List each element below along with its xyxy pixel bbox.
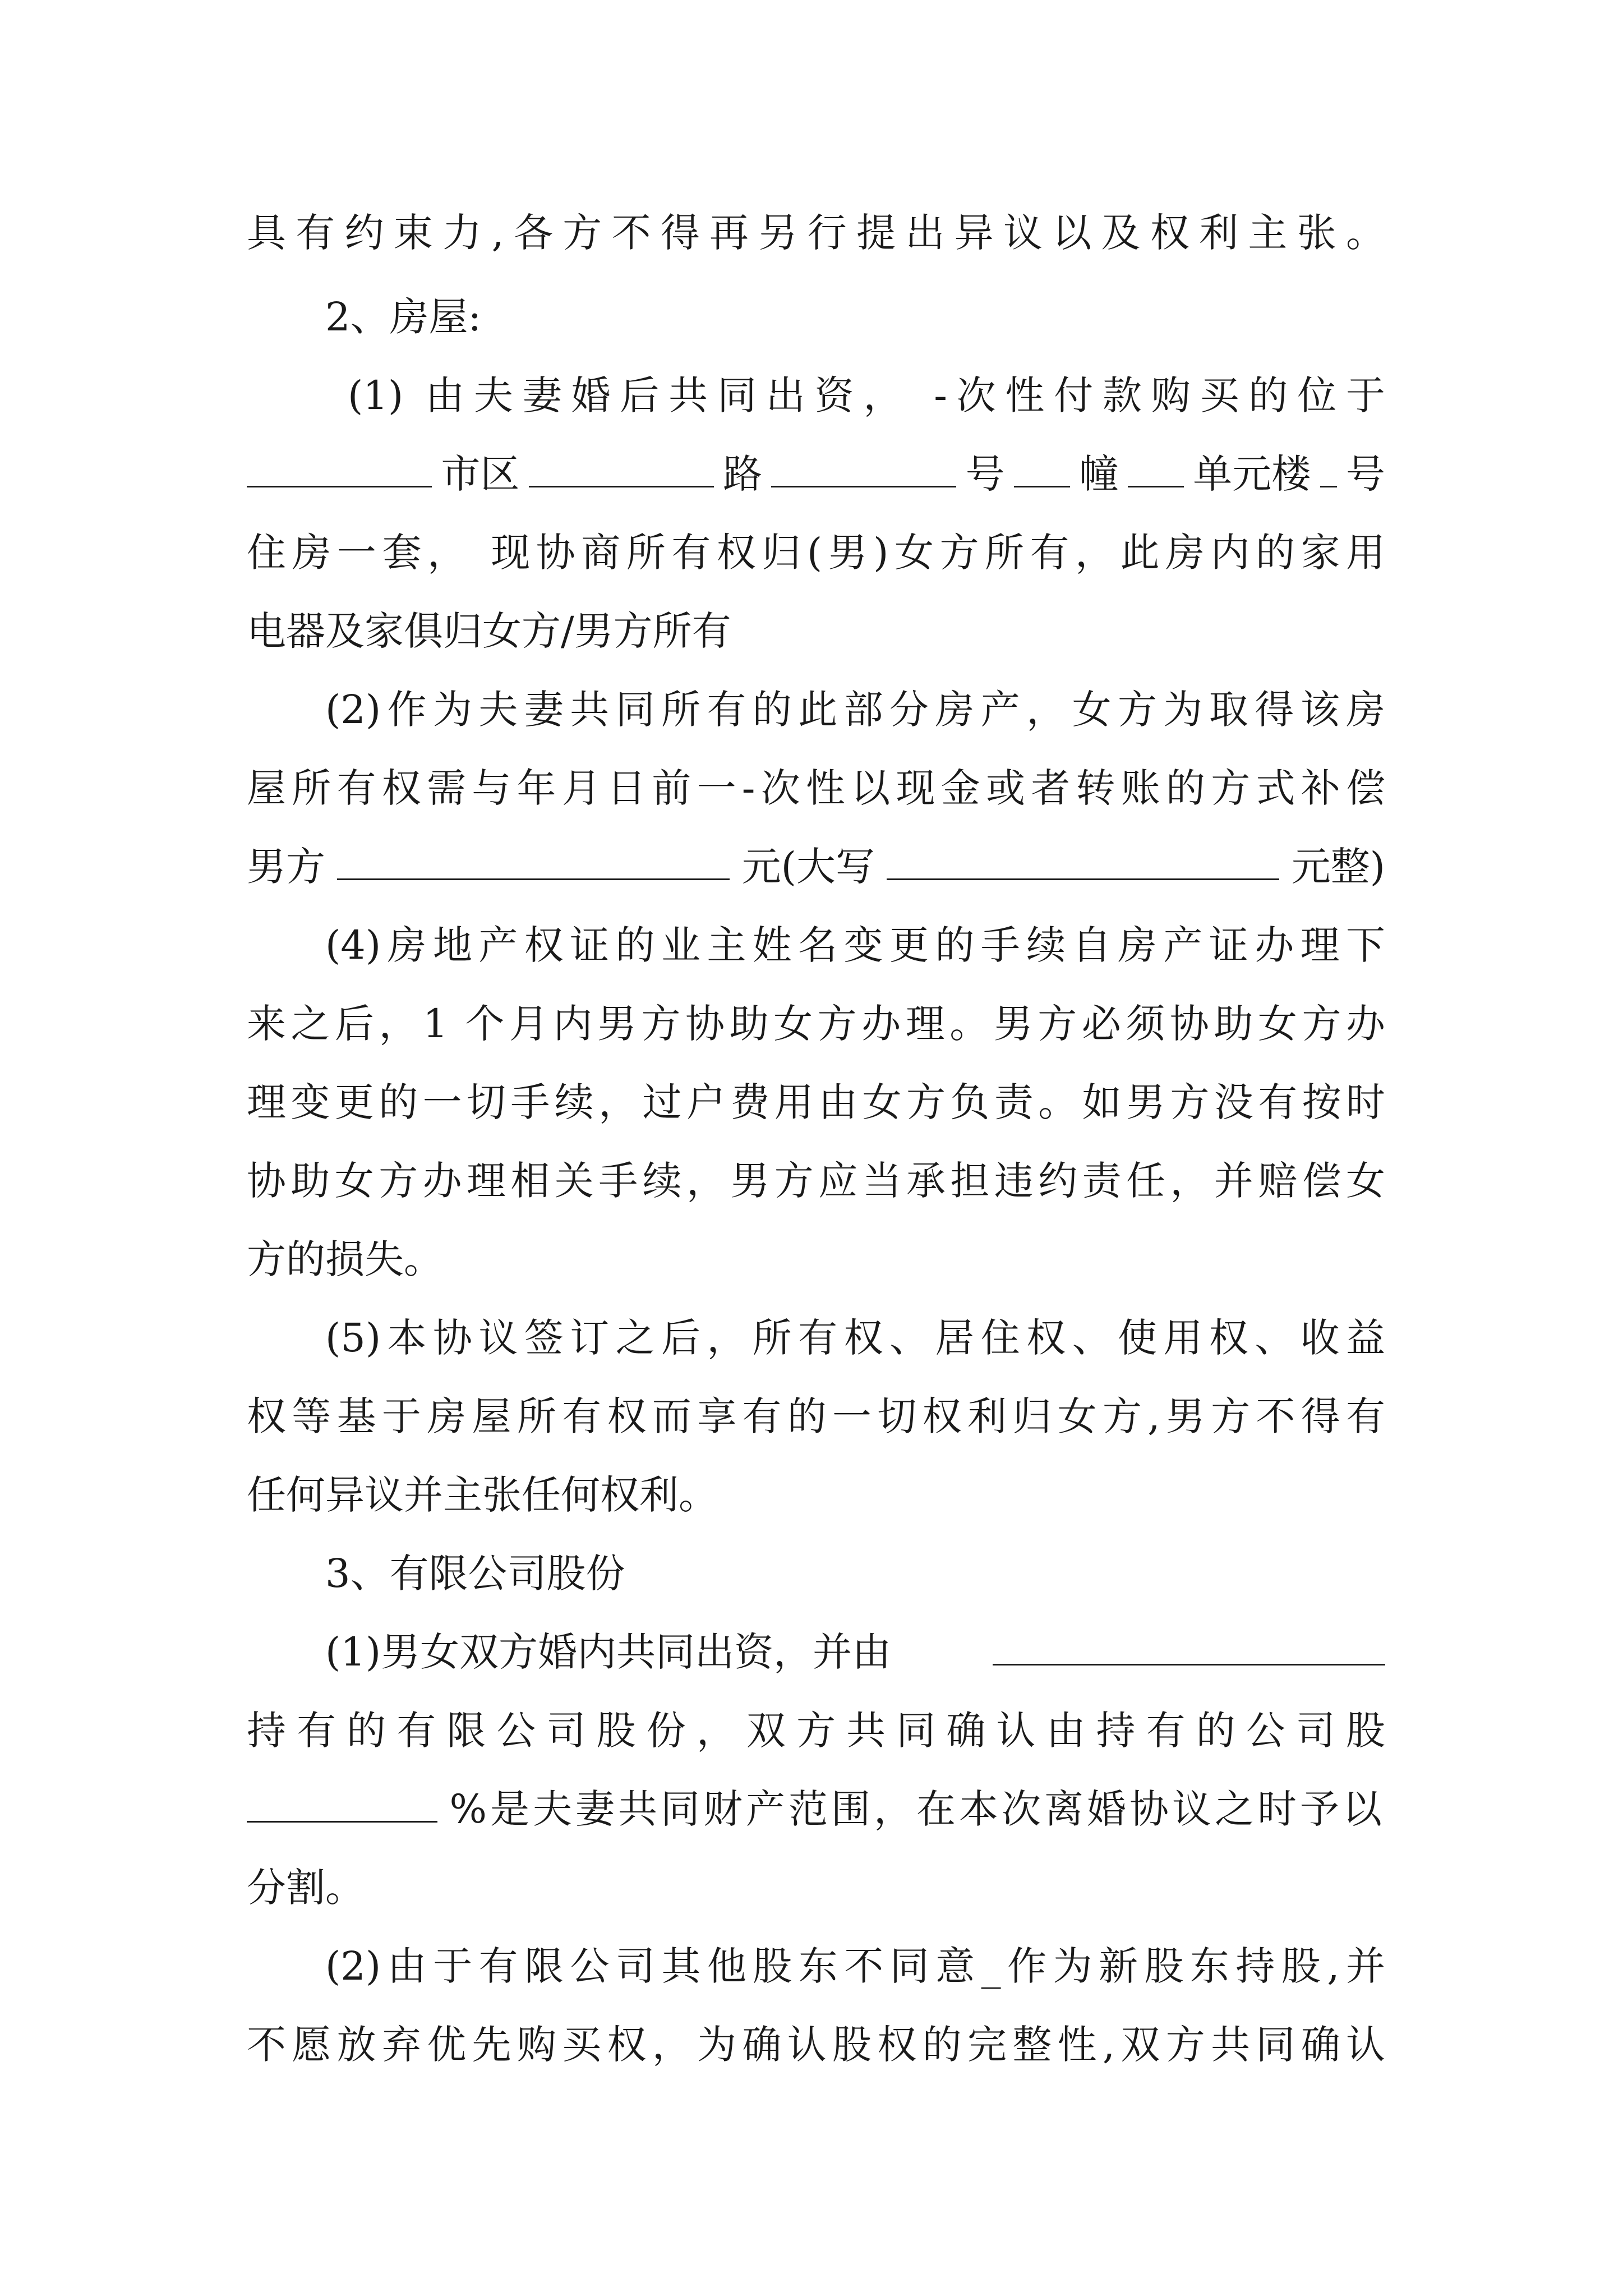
blank-underline (337, 839, 730, 880)
label-yuan-whole: 元整) (1291, 844, 1385, 890)
paragraph-line: 任何异议并主张任何权利。 (247, 1472, 718, 1518)
amount-fill-line (247, 833, 1385, 900)
paragraph-line: 方的损失。 (247, 1236, 443, 1282)
label-unit-floor: 单元楼 (1193, 451, 1311, 497)
shareholder-fill-line (325, 1618, 1385, 1686)
blank-underline (1128, 447, 1184, 487)
label-road: 路 (723, 451, 763, 497)
blank-underline (771, 447, 956, 487)
paragraph-line: 权等基于房屋所有权而享有的一切权利归女方,男方不得有 (247, 1393, 1385, 1439)
paragraph-line: 屋所有权需与年月日前一-次性以现金或者转账的方式补偿 (247, 765, 1385, 811)
paragraph-line: (4)房地产权证的业主姓名变更的手续自房产证办理下 (325, 922, 1385, 968)
paragraph-line: (5)本协议签订之后，所有权、居住权、使用权、收益 (325, 1315, 1385, 1361)
blank-underline (247, 447, 432, 487)
blank-underline (993, 1625, 1385, 1665)
label-man: 男方 (247, 844, 325, 890)
blank-underline (529, 447, 714, 487)
paragraph-line: 住房一套， 现协商所有权归(男)女方所有，此房内的家用 (247, 530, 1385, 576)
label-city-district: 市区 (441, 451, 520, 497)
paragraph-line: 具有约束力,各方不得再另行提出异议以及权利主张。 (247, 210, 1385, 256)
address-fill-line (247, 440, 1385, 508)
blank-underline (1014, 447, 1070, 487)
percent-fill-line (247, 1775, 1385, 1843)
section-heading-company-shares: 3、有限公司股份 (325, 1550, 625, 1596)
blank-underline (887, 839, 1279, 880)
paragraph-line: 电器及家俱归女方/男方所有 (247, 608, 731, 654)
paragraph-text: %是夫妻共同财产范围，在本次离婚协议之时予以 (449, 1786, 1385, 1832)
blank-underline (1320, 447, 1337, 487)
label-number: 号 (1345, 451, 1385, 497)
paragraph-line: 来之后，1 个月内男方协助女方办理。男方必须协助女方办 (247, 1001, 1385, 1047)
paragraph-line: (1) 由夫妻婚后共同出资， -次性付款购买的位于 (348, 372, 1385, 418)
paragraph-line: (2)由于有限公司其他股东不同意_作为新股东持股,并 (325, 1943, 1385, 1989)
paragraph-line: 协助女方办理相关手续，男方应当承担违约责任，并赔偿女 (247, 1158, 1385, 1204)
paragraph-line: 持有的有限公司股份，双方共同确认由持有的公司股 (247, 1708, 1385, 1754)
paragraph-line: 理变更的一切手续，过户费用由女方负责。如男方没有按时 (247, 1079, 1385, 1125)
paragraph-text: (1)男女双方婚内共同出资，并由 (325, 1629, 892, 1675)
blank-underline (247, 1782, 437, 1823)
section-heading-house: 2、房屋: (325, 294, 482, 340)
label-yuan-capital: 元(大写 (741, 844, 875, 890)
label-building: 幢 (1079, 451, 1119, 497)
paragraph-line: 分割。 (247, 1865, 365, 1911)
paragraph-line: (2)作为夫妻共同所有的此部分房产，女方为取得该房 (325, 687, 1385, 733)
label-number: 号 (965, 451, 1005, 497)
paragraph-line: 不愿放弃优先购买权，为确认股权的完整性,双方共同确认 (247, 2022, 1385, 2068)
